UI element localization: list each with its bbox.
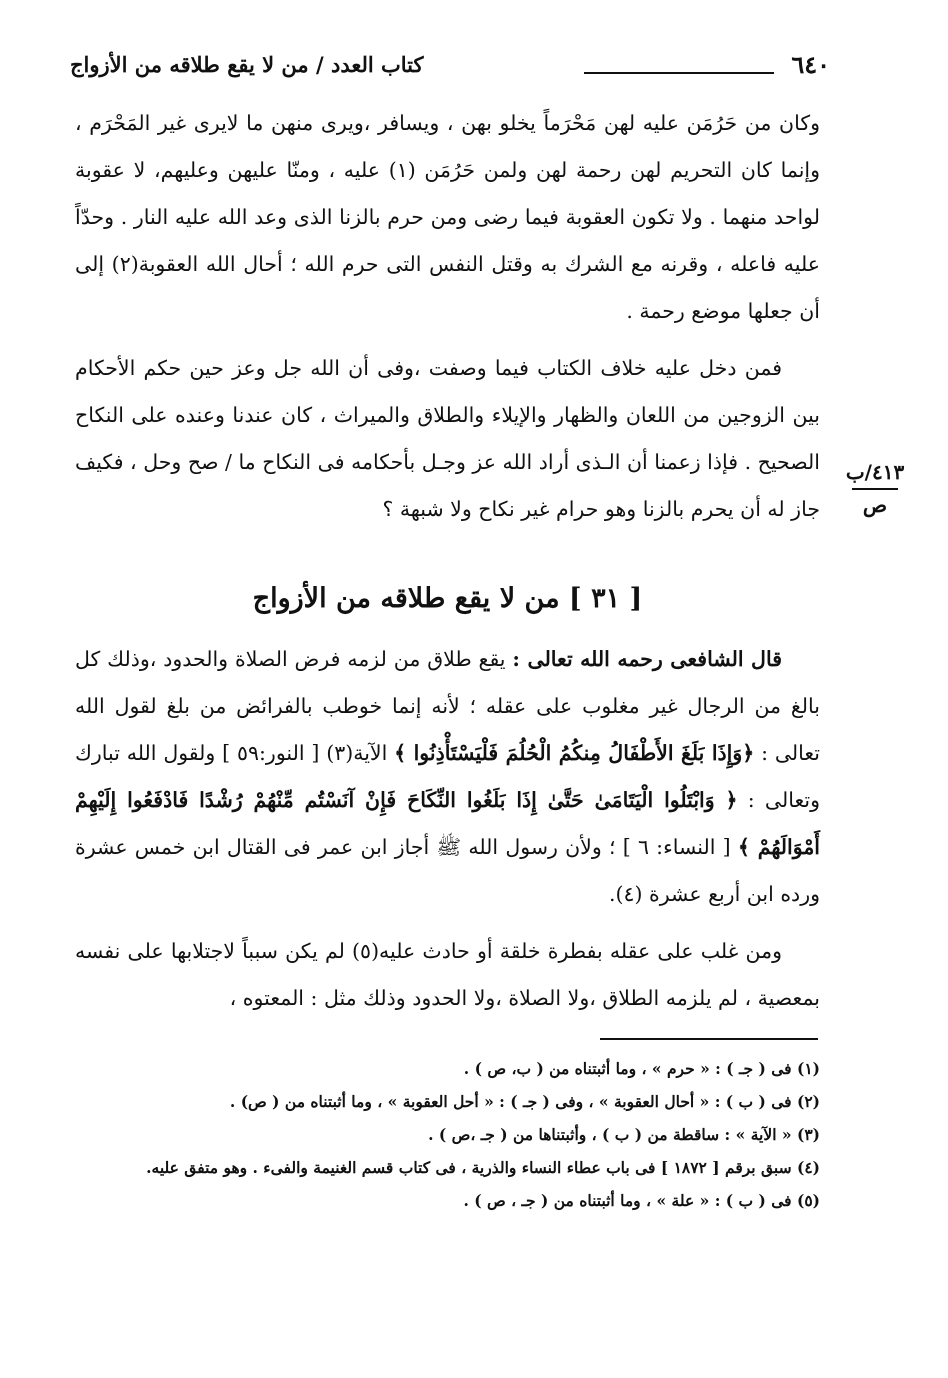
- footnote: (٥) فى ( ب ) : « علة » ، وما أثبتناه من ( جـ ، ص ) .: [463, 1191, 820, 1210]
- footnote: (٤) سبق برقم [ ١٨٧٢ ] فى باب عطاء النساء والذرية ، فى كتاب قسم الغنيمة والفىء . وهو متفق عليه.: [146, 1158, 820, 1177]
- quran-verse: ﴿وَإِذَا بَلَغَ الأَطْفَالُ مِنكُمُ الْحُلُمَ فَلْيَسْتَأْذِنُوا ﴾: [394, 741, 755, 765]
- paragraph: فمن دخل عليه خلاف الكتاب فيما وصفت ،وفى أن الله جل وعز حين حكم الأحكام بين الزوجين من اللعان والظهار والإيلاء والطلاق والميراث ، كان عندنا وعنده على النكاح الصحيح . فإذا زعمنا أن الـذى أراد الله عز وجـل بأحكامه فى النكاح ما / صح وحل ، فكيف جاز له أن يحرم بالزنا وهو حرام غير نكاح ولا شبهة ؟: [75, 356, 820, 521]
- manuscript-margin-note: [835, 458, 915, 518]
- margin-note-ms: ص: [862, 493, 888, 517]
- footnote: (٣) « الآية » : ساقطة من ( ب ) ، وأثبتناها من ( جـ ،ص ) .: [428, 1125, 820, 1144]
- paragraph-text: يقع طلاق من لزمه فرض الصلاة والحدود ،وذلك كل بالغ من الرجال غير مغلوب على عقله ؛ لأنه إنما خوطب بالفرائض من بلغ لقول الله تعالى :: [75, 647, 821, 765]
- quran-verse: ﴿ وَابْتَلُوا الْيَتَامَىٰ حَتَّىٰ إِذَا بَلَغُوا النِّكَاحَ فَإِنْ آنَسْتُم مِّنْهُمْ رُشْدًا فَادْفَعُوا إِلَيْهِمْ أَمْوَالَهُمْ ﴾: [75, 788, 820, 859]
- footnotes: [95, 1052, 820, 1217]
- running-title: كتاب العدد / من لا يقع طلاقه من الأزواج: [70, 52, 424, 77]
- page-header: [70, 50, 830, 90]
- footnote: (٢) فى ( ب ) : « أحال العقوبة » ، وفى ( جـ ) : « أحل العقوبة » ، وما أثبتناه من ( ص) .: [229, 1092, 820, 1111]
- section-text-block: [75, 636, 820, 1022]
- footnote: (١) فى ( جـ ) : « حرم » ، وما أثبتناه من ( ب، ص ) .: [463, 1059, 820, 1078]
- top-text-block: [75, 100, 820, 533]
- paragraph: وكان من حَرُمَن عليه لهن مَحْرَماً يخلو بهن ، ويسافر ،ويرى منهن ما لايرى غير المَحْرَم ، وإنما كان التحريم لهن رحمة لهن ولمن حَرُمَن (١) عليه ، ومنّا عليهن وعليهم، لا عقوبة لواحد منهما . ولا تكون العقوبة فيما رضى ومن حرم بالزنا الذى وعد الله عليه النار . وحدّاً عليه فاعله ، وقرنه مع الشرك به وقتل النفس التى حرم الله ؛ أحال الله العقوبة(٢) إلى أن جعلها موضع رحمة .: [75, 111, 821, 323]
- page-number: ٦٤٠: [791, 50, 830, 79]
- paragraph-text: الآية(٣) [ النور:٥٩ ] ولقول الله تبارك وتعالى :: [75, 741, 820, 812]
- paragraph-text: [ النساء: ٦ ] ؛ ولأن رسول الله ﷺ أجاز ابن عمر فى القتال ابن خمس عشرة ورده ابن أربع عشرة (٤).: [75, 835, 820, 906]
- footnote-separator: [600, 1038, 818, 1040]
- paragraph-lead: قال الشافعى رحمه الله تعالى :: [512, 647, 782, 671]
- margin-note-rule: [852, 488, 898, 490]
- section-title: [ ٣١ ] من لا يقع طلاقه من الأزواج: [252, 583, 643, 614]
- paragraph: ومن غلب على عقله بفطرة خلقة أو حادث عليه(٥) لم يكن سبباً لاجتلابها على نفسه بمعصية ، لم يلزمه الطلاق ،ولا الصلاة ،ولا الحدود وذلك مثل : المعتوه ،: [75, 939, 820, 1010]
- paragraph: [75, 636, 820, 918]
- margin-note-folio: ٤١٣/ب: [845, 460, 905, 484]
- header-rule: [584, 72, 774, 74]
